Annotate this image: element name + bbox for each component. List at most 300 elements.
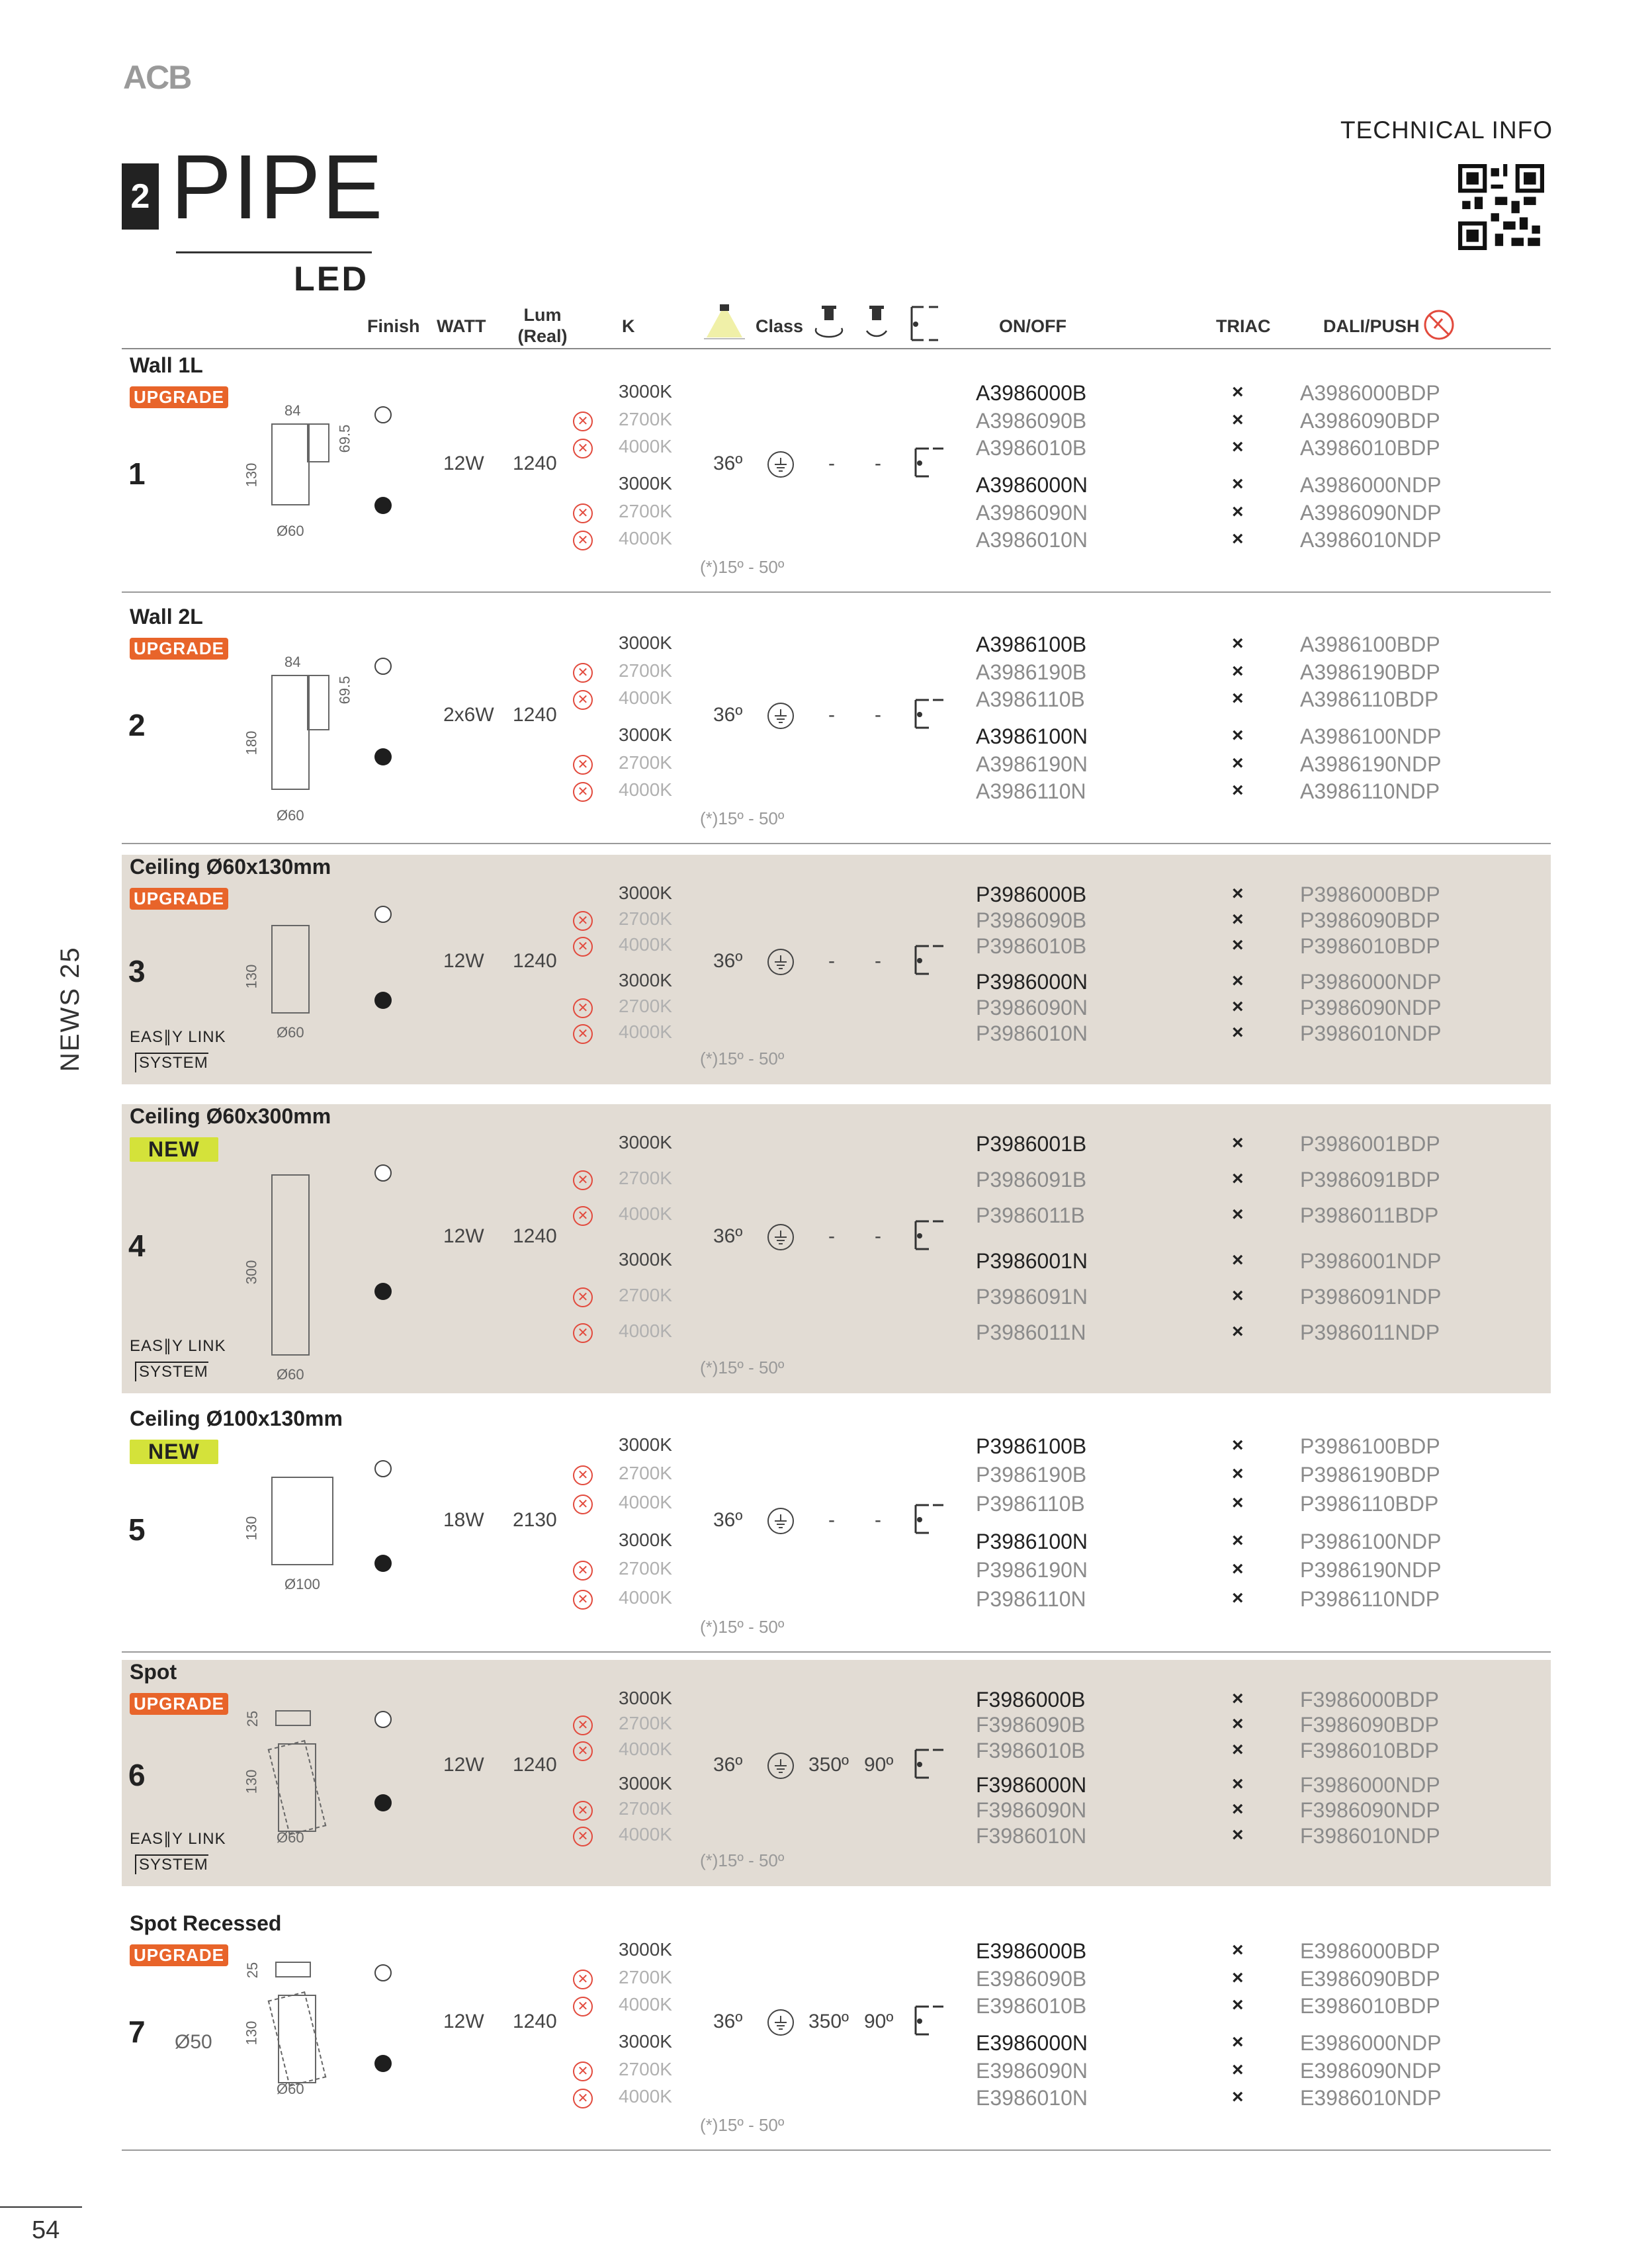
product-code[interactable]: A3986190N: [976, 752, 1088, 776]
color-temperature: 4000K: [619, 1203, 672, 1225]
header-k: K: [622, 316, 635, 336]
dim-diameter: Ø60: [277, 523, 304, 539]
product-code[interactable]: A3986000N: [976, 473, 1088, 497]
product-name: Ceiling Ø100x130mm: [130, 1407, 343, 1430]
header-class: Class: [756, 316, 804, 336]
dali-code[interactable]: A3986110BDP: [1300, 687, 1439, 712]
tilt-value: -: [875, 453, 881, 475]
color-temperature: 3000K: [619, 1248, 672, 1270]
dali-code[interactable]: A3986190BDP: [1300, 660, 1440, 684]
product-code[interactable]: A3986110N: [976, 779, 1086, 804]
triac-unavailable: ×: [1232, 1994, 1244, 2017]
finish-white-swatch[interactable]: [374, 658, 392, 675]
easy-system-label: SYSTEM: [135, 1362, 208, 1381]
dali-code[interactable]: E3986000NDP: [1300, 2031, 1442, 2055]
dali-code[interactable]: A3986010BDP: [1300, 436, 1440, 460]
triac-unavailable: ×: [1232, 1966, 1244, 1989]
product-code[interactable]: A3986000B: [976, 381, 1087, 405]
finish-white-swatch[interactable]: [374, 1964, 392, 1981]
unavailable-icon: ✕: [573, 937, 593, 957]
dim-diameter: Ø100: [284, 1576, 320, 1592]
product-code[interactable]: P3986090B: [976, 908, 1087, 933]
triac-unavailable: ×: [1232, 2031, 1244, 2053]
triac-unavailable: ×: [1232, 528, 1244, 550]
track-mount-icon: [913, 943, 946, 980]
dali-code[interactable]: A3986100NDP: [1300, 724, 1442, 748]
unavailable-icon: ✕: [573, 1495, 593, 1514]
beam-angle: 36º: [713, 704, 743, 726]
ground-class-icon: [767, 451, 794, 478]
dali-code[interactable]: P3986010NDP: [1300, 1021, 1442, 1045]
rotation-value: -: [828, 1225, 835, 1247]
triac-unavailable: ×: [1232, 473, 1244, 495]
product-drawing-head: [307, 423, 329, 462]
product-drawing: [271, 1174, 310, 1356]
dali-code[interactable]: P3986190BDP: [1300, 1463, 1440, 1487]
product-code[interactable]: P3986190N: [976, 1558, 1088, 1583]
beam-angle: 36º: [713, 949, 743, 972]
brand-logo: ACB: [123, 59, 191, 96]
unavailable-icon: ✕: [573, 1715, 593, 1735]
product-name: Spot Recessed: [130, 1911, 282, 1935]
dali-code[interactable]: A3986090BDP: [1300, 408, 1440, 433]
lumen-value: 1240: [513, 1753, 557, 1776]
product-drawing: [271, 925, 310, 1014]
triac-unavailable: ×: [1232, 779, 1244, 802]
color-temperature: 4000K: [619, 1994, 672, 2015]
triac-unavailable: ×: [1232, 1434, 1244, 1456]
product-name: Wall 2L: [130, 605, 203, 629]
product-code[interactable]: P3986000B: [976, 883, 1087, 906]
unavailable-icon: ✕: [573, 998, 593, 1018]
beam-range-note: (*)15º - 50º: [700, 1358, 785, 1377]
product-row-separator: [122, 2149, 1551, 2151]
product-number: 2: [128, 708, 146, 743]
color-temperature: 3000K: [619, 1688, 672, 1708]
easy-system-label: SYSTEM: [135, 1854, 208, 1874]
dim-diameter: Ø60: [277, 1829, 304, 1846]
triac-unavailable: ×: [1232, 1168, 1244, 1190]
triac-unavailable: ×: [1232, 632, 1244, 654]
dali-code[interactable]: P3986011BDP: [1300, 1203, 1439, 1228]
triac-unavailable: ×: [1232, 1021, 1244, 1043]
dali-code[interactable]: E3986000BDP: [1300, 1939, 1440, 1963]
watt-value: 12W: [443, 949, 484, 972]
no-push-icon: [1422, 308, 1456, 341]
color-temperature: 2700K: [619, 908, 672, 930]
product-code[interactable]: E3986090N: [976, 2058, 1088, 2083]
dali-code[interactable]: A3986000BDP: [1300, 381, 1440, 405]
unavailable-icon: ✕: [573, 663, 593, 683]
lumen-value: 1240: [513, 453, 557, 475]
rotation-value: -: [828, 1508, 835, 1531]
dali-code[interactable]: E3986010NDP: [1300, 2086, 1442, 2110]
unavailable-icon: ✕: [573, 1465, 593, 1485]
rotation-value: 350º: [808, 2011, 849, 2033]
unavailable-icon: ✕: [573, 755, 593, 775]
color-temperature: 2700K: [619, 1558, 672, 1579]
finish-black-swatch[interactable]: [374, 1555, 392, 1572]
dali-code[interactable]: P3986001BDP: [1300, 1132, 1440, 1156]
lumen-value: 2130: [513, 1508, 557, 1531]
color-temperature: 4000K: [619, 1491, 672, 1512]
finish-white-swatch[interactable]: [374, 1460, 392, 1477]
dali-code[interactable]: P3986001NDP: [1300, 1248, 1442, 1273]
triac-unavailable: ×: [1232, 1688, 1244, 1710]
color-temperature: 2700K: [619, 408, 672, 429]
color-temperature: 4000K: [619, 779, 672, 801]
section-number: 2: [122, 163, 159, 230]
header-lum: Lum (Real): [517, 305, 568, 346]
product-code[interactable]: F3986000B: [976, 1688, 1086, 1712]
track-mount-icon: [913, 2004, 946, 2040]
color-temperature: 2700K: [619, 1798, 672, 1819]
dali-code[interactable]: P3986090BDP: [1300, 908, 1440, 933]
color-temperature: 3000K: [619, 1132, 672, 1152]
unavailable-icon: ✕: [573, 1970, 593, 1989]
unavailable-icon: ✕: [573, 1287, 593, 1307]
product-code[interactable]: P3986091B: [976, 1168, 1087, 1192]
page-subtitle: LED: [294, 260, 369, 298]
product-name: Spot: [130, 1660, 177, 1684]
header-onoff: ON/OFF: [999, 316, 1066, 336]
color-temperature: 4000K: [619, 1823, 672, 1844]
lumen-value: 1240: [513, 2011, 557, 2033]
track-mount-icon: [913, 1747, 946, 1784]
color-temperature: 2700K: [619, 1966, 672, 1987]
dali-code[interactable]: A3986190NDP: [1300, 752, 1442, 776]
track-mount-icon: [913, 1502, 946, 1539]
product-name: Wall 1L: [130, 353, 203, 377]
dali-code[interactable]: P3986091NDP: [1300, 1284, 1442, 1309]
triac-unavailable: ×: [1232, 969, 1244, 992]
product-number: 1: [128, 456, 146, 492]
dim-height: 130: [243, 462, 260, 488]
triac-unavailable: ×: [1232, 1132, 1244, 1154]
triac-unavailable: ×: [1232, 908, 1244, 931]
dim-height: 130: [243, 1769, 260, 1794]
color-temperature: 3000K: [619, 883, 672, 903]
triac-unavailable: ×: [1232, 1530, 1244, 1551]
unavailable-icon: ✕: [573, 2061, 593, 2081]
triac-unavailable: ×: [1232, 883, 1244, 904]
header-triac: TRIAC: [1216, 316, 1271, 336]
product-code[interactable]: E3986010N: [976, 2086, 1088, 2110]
finish-white-swatch[interactable]: [374, 406, 392, 423]
product-code[interactable]: F3986090B: [976, 1713, 1086, 1737]
ground-class-icon: [767, 1224, 794, 1250]
dali-code[interactable]: E3986090NDP: [1300, 2058, 1442, 2083]
rotation-value: 350º: [808, 1753, 849, 1776]
color-temperature: 4000K: [619, 1021, 672, 1042]
tilt-value: -: [875, 1225, 881, 1247]
product-code[interactable]: P3986010B: [976, 934, 1087, 959]
color-temperature: 4000K: [619, 436, 672, 457]
watt-value: 2x6W: [443, 704, 494, 726]
product-row-separator: [122, 843, 1551, 844]
lumen-value: 1240: [513, 1225, 557, 1247]
triac-unavailable: ×: [1232, 1713, 1244, 1735]
beam-angle-icon: [701, 303, 748, 343]
product-code[interactable]: P3986190B: [976, 1463, 1087, 1487]
beam-angle: 36º: [713, 1753, 743, 1776]
product-row-separator: [122, 1651, 1551, 1653]
unavailable-icon: ✕: [573, 1170, 593, 1190]
product-badge: UPGRADE: [130, 1693, 228, 1715]
dim-height: 130: [243, 2020, 260, 2046]
dali-code[interactable]: P3986190NDP: [1300, 1558, 1442, 1583]
product-badge: UPGRADE: [130, 638, 228, 660]
header-rule: [122, 348, 1551, 349]
unavailable-icon: ✕: [573, 782, 593, 802]
product-code[interactable]: A3986010N: [976, 528, 1088, 552]
finish-black-swatch[interactable]: [374, 1283, 392, 1300]
dali-code[interactable]: A3986100BDP: [1300, 632, 1440, 656]
product-code[interactable]: P3986011B: [976, 1203, 1085, 1228]
dali-code[interactable]: A3986010NDP: [1300, 528, 1442, 552]
tilt-value: 90º: [864, 2011, 894, 2033]
finish-white-swatch[interactable]: [374, 1711, 392, 1728]
tilt-value: -: [875, 1508, 881, 1531]
dim-diameter: Ø60: [277, 807, 304, 824]
dali-code[interactable]: F3986000NDP: [1300, 1773, 1440, 1797]
triac-unavailable: ×: [1232, 2058, 1244, 2081]
color-temperature: 3000K: [619, 969, 672, 990]
color-temperature: 4000K: [619, 687, 672, 709]
triac-unavailable: ×: [1232, 1798, 1244, 1821]
color-temperature: 2700K: [619, 660, 672, 681]
unavailable-icon: ✕: [573, 2089, 593, 2108]
color-temperature: 2700K: [619, 2058, 672, 2079]
product-code[interactable]: A3986190B: [976, 660, 1087, 684]
triac-unavailable: ×: [1232, 724, 1244, 746]
dali-code[interactable]: P3986110NDP: [1300, 1586, 1440, 1611]
dim-diameter: Ø60: [277, 1366, 304, 1383]
unavailable-icon: ✕: [573, 690, 593, 710]
color-temperature: 2700K: [619, 1284, 672, 1305]
product-code[interactable]: E3986000N: [976, 2031, 1088, 2055]
lumen-value: 1240: [513, 704, 557, 726]
product-badge: UPGRADE: [130, 888, 228, 910]
track-mount-icon: [913, 697, 946, 734]
product-code[interactable]: F3986000N: [976, 1773, 1087, 1797]
beam-range-note: (*)15º - 50º: [700, 1850, 785, 1870]
color-temperature: 4000K: [619, 1738, 672, 1759]
dali-code[interactable]: A3986110NDP: [1300, 779, 1440, 804]
product-code[interactable]: P3986011N: [976, 1320, 1086, 1344]
dali-code[interactable]: P3986091BDP: [1300, 1168, 1440, 1192]
dali-code[interactable]: P3986010BDP: [1300, 934, 1440, 959]
unavailable-icon: ✕: [573, 1827, 593, 1846]
product-code[interactable]: P3986090N: [976, 995, 1088, 1020]
product-badge: UPGRADE: [130, 386, 228, 408]
product-drawing: [278, 1995, 316, 2083]
unavailable-icon: ✕: [573, 1590, 593, 1610]
watt-value: 12W: [443, 2011, 484, 2033]
dim-width: 84: [284, 402, 301, 419]
dim-height: 130: [243, 1516, 260, 1541]
product-code[interactable]: E3986010B: [976, 1994, 1087, 2018]
color-temperature: 2700K: [619, 752, 672, 773]
beam-angle: 36º: [713, 453, 743, 475]
product-number: 6: [128, 1757, 146, 1792]
color-temperature: 2700K: [619, 500, 672, 521]
finish-black-swatch[interactable]: [374, 2055, 392, 2072]
triac-unavailable: ×: [1232, 408, 1244, 431]
product-code[interactable]: A3986090B: [976, 408, 1087, 433]
dali-code[interactable]: F3986000BDP: [1300, 1688, 1439, 1712]
ground-class-icon: [767, 949, 794, 975]
rotation-value: -: [828, 949, 835, 972]
beam-range-note: (*)15º - 50º: [700, 1049, 785, 1068]
triac-unavailable: ×: [1232, 752, 1244, 774]
dim-top: 25: [244, 1710, 261, 1727]
product-badge: NEW: [130, 1137, 218, 1162]
page-title: PIPE: [171, 136, 384, 238]
finish-black-swatch[interactable]: [374, 1794, 392, 1811]
dim-diameter: Ø60: [277, 1024, 304, 1041]
dali-code[interactable]: P3986000NDP: [1300, 969, 1442, 994]
triac-unavailable: ×: [1232, 1284, 1244, 1307]
color-temperature: 3000K: [619, 724, 672, 745]
product-code[interactable]: P3986000N: [976, 969, 1088, 994]
product-code[interactable]: A3986110B: [976, 687, 1085, 712]
side-label: NEWS 25: [56, 946, 85, 1072]
beam-range-note: (*)15º - 50º: [700, 1617, 785, 1637]
header-dali: DALI/PUSH: [1323, 316, 1420, 336]
product-code[interactable]: P3986100N: [976, 1530, 1088, 1553]
color-temperature: 4000K: [619, 1586, 672, 1608]
qr-code-icon[interactable]: [1458, 164, 1544, 250]
dali-code[interactable]: P3986110BDP: [1300, 1491, 1439, 1516]
product-code[interactable]: P3986001B: [976, 1132, 1087, 1156]
dali-code[interactable]: P3986090NDP: [1300, 995, 1442, 1020]
color-temperature: 3000K: [619, 1530, 672, 1550]
product-number: 3: [128, 953, 146, 988]
triac-unavailable: ×: [1232, 500, 1244, 523]
dali-code[interactable]: F3986010BDP: [1300, 1738, 1439, 1762]
product-code[interactable]: F3986090N: [976, 1798, 1087, 1823]
unavailable-icon: ✕: [573, 1561, 593, 1581]
finish-black-swatch[interactable]: [374, 497, 392, 514]
beam-angle: 36º: [713, 2011, 743, 2033]
product-row-separator: [122, 591, 1551, 593]
triac-unavailable: ×: [1232, 1248, 1244, 1271]
dali-code[interactable]: P3986011NDP: [1300, 1320, 1440, 1344]
unavailable-icon: ✕: [573, 412, 593, 431]
unavailable-icon: ✕: [573, 1024, 593, 1044]
watt-value: 12W: [443, 1753, 484, 1776]
dali-code[interactable]: P3986100BDP: [1300, 1434, 1440, 1458]
cut-out-label: Ø50: [175, 2031, 212, 2053]
color-temperature: 3000K: [619, 632, 672, 653]
product-drawing-head: [307, 675, 329, 730]
product-code[interactable]: P3986010N: [976, 1021, 1088, 1045]
unavailable-icon: ✕: [573, 1997, 593, 2017]
header-finish: Finish: [367, 316, 420, 336]
dali-code[interactable]: P3986100NDP: [1300, 1530, 1442, 1553]
color-temperature: 4000K: [619, 2086, 672, 2107]
watt-value: 12W: [443, 1225, 484, 1247]
color-temperature: 2700K: [619, 1713, 672, 1734]
easy-system-label: SYSTEM: [135, 1053, 208, 1072]
product-code[interactable]: P3986110N: [976, 1586, 1086, 1611]
tilt-value: -: [875, 704, 881, 726]
ground-class-icon: [767, 1508, 794, 1534]
unavailable-icon: ✕: [573, 1323, 593, 1343]
triac-unavailable: ×: [1232, 1738, 1244, 1760]
easy-link-label: EAS∥Y LINK: [130, 1028, 226, 1046]
dim-height: 300: [243, 1260, 260, 1285]
product-code[interactable]: F3986010B: [976, 1738, 1086, 1762]
product-drawing: [278, 1743, 316, 1832]
finish-black-swatch[interactable]: [374, 992, 392, 1009]
track-mount-icon: [913, 1219, 946, 1255]
product-code[interactable]: F3986010N: [976, 1823, 1087, 1848]
dali-code[interactable]: F3986090BDP: [1300, 1713, 1439, 1737]
product-drawing-mount: [275, 1710, 311, 1726]
product-number: 5: [128, 1512, 146, 1547]
beam-range-note: (*)15º - 50º: [700, 2115, 785, 2135]
unavailable-icon: ✕: [573, 1206, 593, 1226]
unavailable-icon: ✕: [573, 911, 593, 931]
product-name: Ceiling Ø60x130mm: [130, 855, 331, 879]
dali-code[interactable]: E3986090BDP: [1300, 1966, 1440, 1991]
color-temperature: 2700K: [619, 995, 672, 1016]
finish-black-swatch[interactable]: [374, 748, 392, 765]
dali-code[interactable]: F3986090NDP: [1300, 1798, 1440, 1823]
product-code[interactable]: A3986100N: [976, 724, 1088, 748]
product-code[interactable]: P3986100B: [976, 1434, 1087, 1458]
product-code[interactable]: P3986110B: [976, 1491, 1085, 1516]
product-code[interactable]: E3986000B: [976, 1939, 1087, 1963]
product-code[interactable]: A3986010B: [976, 436, 1087, 460]
finish-white-swatch[interactable]: [374, 1164, 392, 1182]
beam-angle: 36º: [713, 1508, 743, 1531]
product-badge: NEW: [130, 1440, 218, 1464]
header-watt: WATT: [437, 316, 486, 336]
dali-code[interactable]: F3986010NDP: [1300, 1823, 1440, 1848]
product-code[interactable]: A3986100B: [976, 632, 1087, 656]
dim-depth: 69.5: [336, 675, 353, 705]
dim-height: 180: [243, 730, 260, 756]
dim-top: 25: [244, 1962, 261, 1979]
product-code[interactable]: P3986001N: [976, 1248, 1088, 1273]
product-code[interactable]: P3986091N: [976, 1284, 1088, 1309]
dali-code[interactable]: P3986000BDP: [1300, 883, 1440, 906]
color-temperature: 3000K: [619, 473, 672, 494]
unavailable-icon: ✕: [573, 503, 593, 523]
tilt-value: 90º: [864, 1753, 894, 1776]
track-mount-icon: [913, 446, 946, 482]
triac-unavailable: ×: [1232, 1463, 1244, 1485]
product-drawing: [271, 675, 310, 790]
dim-width: 84: [284, 654, 301, 670]
product-code[interactable]: E3986090B: [976, 1966, 1087, 1991]
product-number: 7: [128, 2015, 146, 2050]
color-temperature: 4000K: [619, 934, 672, 955]
track-mount-icon: [909, 304, 942, 344]
dali-code[interactable]: A3986000NDP: [1300, 473, 1442, 497]
dali-code[interactable]: E3986010BDP: [1300, 1994, 1440, 2018]
dim-depth: 69.5: [336, 424, 353, 453]
page-number-rule: [0, 2206, 82, 2208]
easy-link-label: EAS∥Y LINK: [130, 1830, 226, 1848]
dali-code[interactable]: A3986090NDP: [1300, 500, 1442, 525]
triac-unavailable: ×: [1232, 1203, 1244, 1226]
product-code[interactable]: A3986090N: [976, 500, 1088, 525]
color-temperature: 4000K: [619, 528, 672, 549]
